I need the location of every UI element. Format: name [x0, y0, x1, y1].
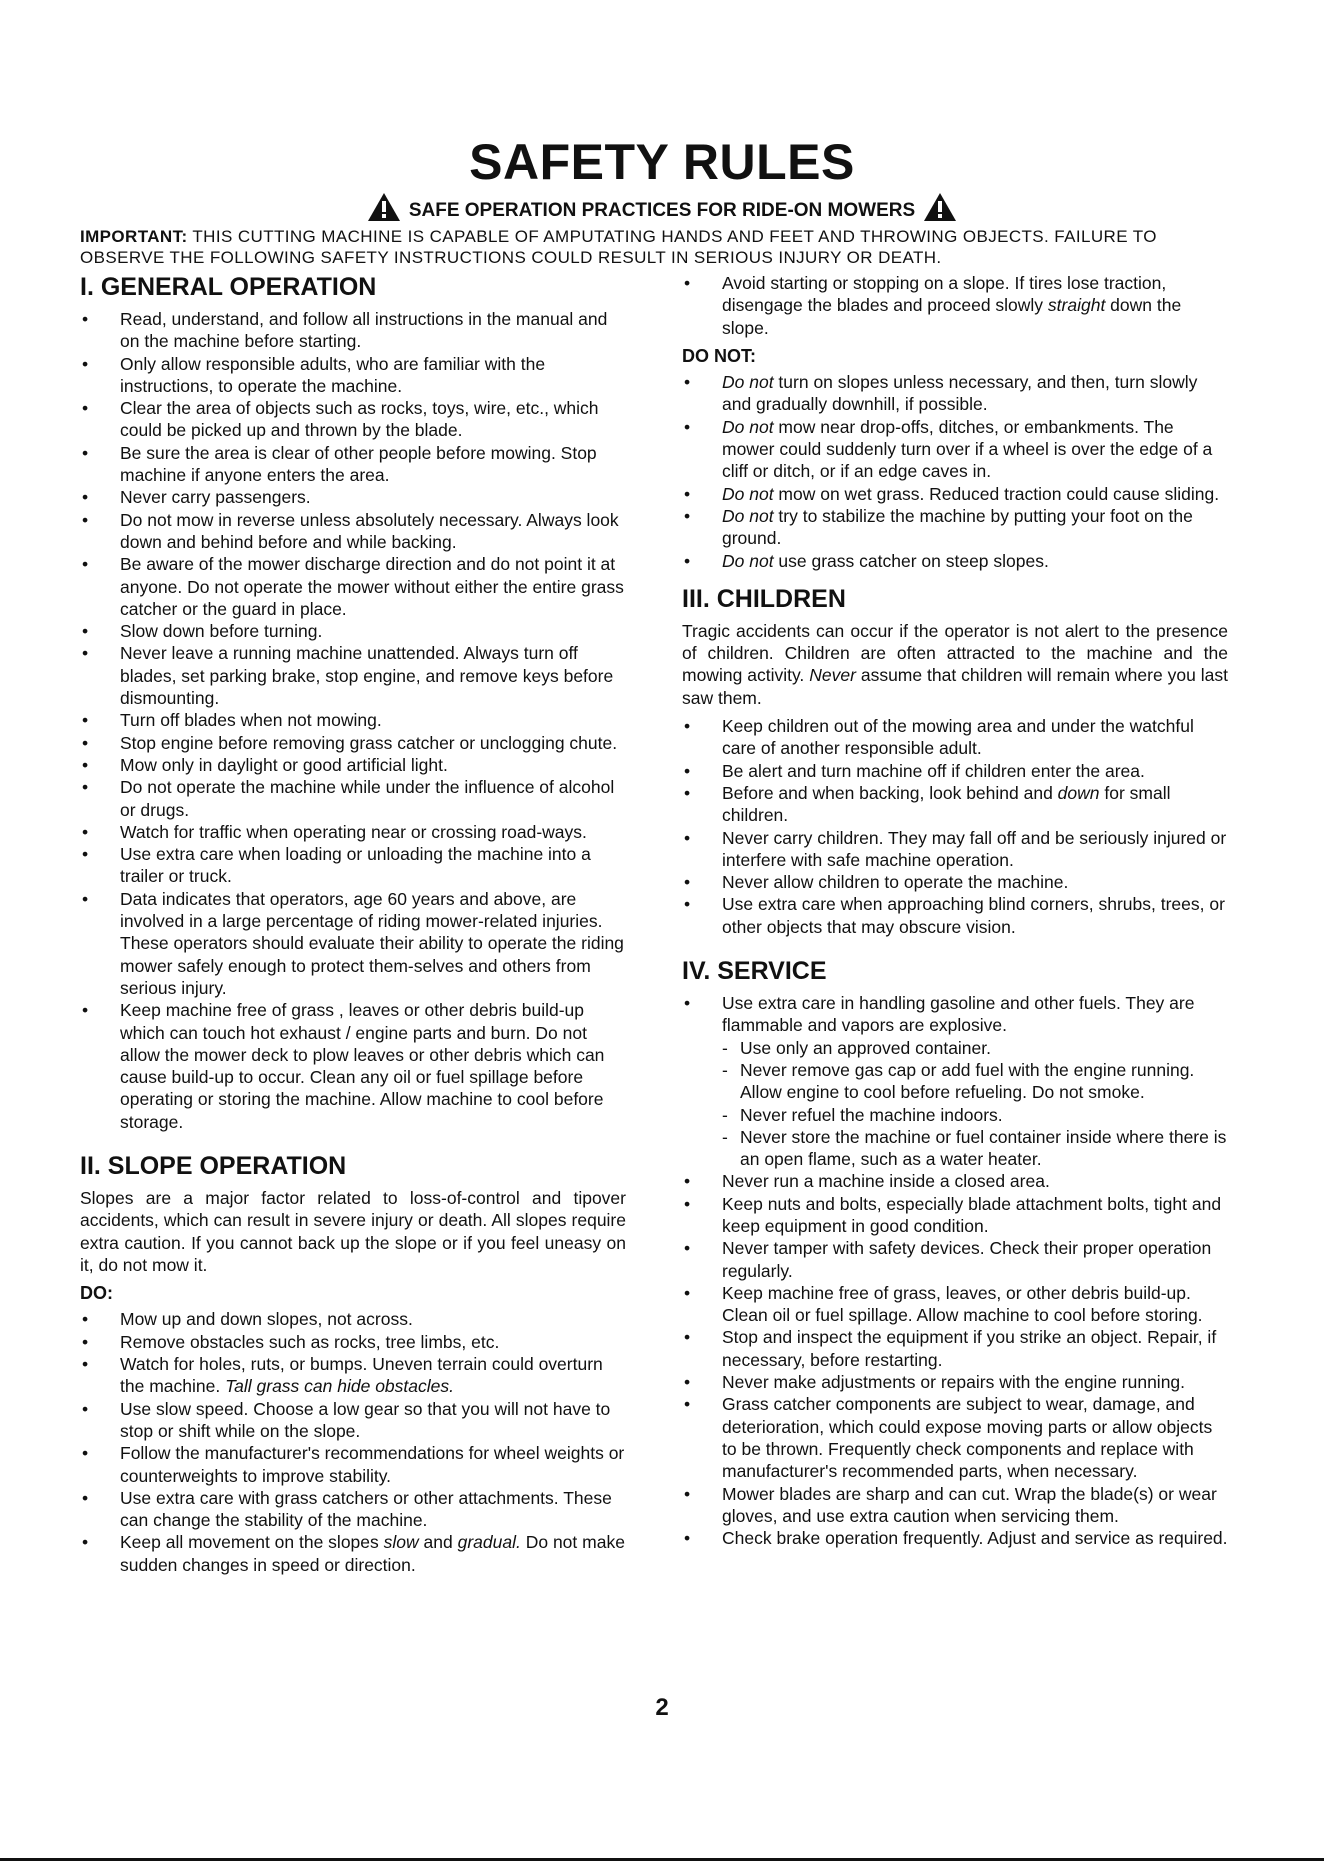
item-text: mow near drop-offs, ditches, or embankments. The mower could suddenly turn over if a wheel is over the edge of a cliff or ditch, or if an edge caves in. [722, 416, 1213, 482]
item-emphasis: Do not [722, 372, 774, 393]
sublist-item: - Never store the machine or fuel container inside where there is an open flame, such as a water heater. [722, 1126, 1228, 1171]
left-column [80, 272, 626, 1576]
list-item: • Be aware of the mower discharge direction and do not point it at anyone. Do not operate the mower without either the entire grass catcher or the guard in place. [80, 553, 626, 620]
important-label: IMPORTANT: [80, 227, 188, 246]
item-text: down the slope. [722, 295, 1182, 338]
list-item: • Mower blades are sharp and can cut. Wrap the blade(s) or wear gloves, and use extra caution when servicing them. [682, 1483, 1228, 1528]
do-not-label: DO NOT: [682, 345, 756, 366]
service-list [682, 992, 1228, 1549]
service-heading: IV. SERVICE [682, 957, 827, 986]
item-text: Avoid starting or stopping on a slope. If tires lose traction, disengage the blades and proceed slowly [722, 273, 1167, 316]
list-item: • Keep machine free of grass , leaves or other debris build-up which can touch hot exhaust / engine parts and burn. Do not allow the mower deck to plow leaves or other debris which can cause build-up to occur. Clean any oil or fuel spillage before operating or storing the machine. Allow machine to cool before storage. [80, 999, 626, 1133]
item-emphasis: slow [383, 1532, 419, 1553]
item-emphasis: Do not [722, 550, 774, 571]
right-column [682, 272, 1228, 1549]
list-item: • Remove obstacles such as rocks, tree limbs, etc. [80, 1331, 626, 1353]
list-item: • Stop and inspect the equipment if you strike an object. Repair, if necessary, before restarting. [682, 1326, 1228, 1371]
item-emphasis: Do not [722, 505, 774, 526]
list-item: • Use extra care when loading or unloading the machine into a trailer or truck. [80, 843, 626, 888]
item-text: and [418, 1532, 458, 1553]
item-text: try to stabilize the machine by putting your foot on the ground. [722, 505, 1193, 549]
list-item: • Follow the manufacturer's recommendations for wheel weights or counterweights to improve stability. [80, 1442, 626, 1487]
warning-triangle-icon [923, 192, 957, 230]
list-item: • Use slow speed. Choose a low gear so that you will not have to stop or shift while on the slope. [80, 1398, 626, 1443]
list-item [682, 371, 1228, 416]
list-item: • Mow only in daylight or good artificial light. [80, 754, 626, 776]
page-number: 2 [655, 1694, 669, 1721]
item-text: Watch for holes, ruts, or bumps. Uneven terrain could overturn the machine. [120, 1354, 603, 1397]
list-item: • Do not operate the machine while under the influence of alcohol or drugs. [80, 776, 626, 821]
item-emphasis: down [1057, 782, 1100, 803]
warning-triangle-icon [367, 192, 401, 230]
do-list [80, 1308, 626, 1576]
list-item: • Never allow children to operate the machine. [682, 871, 1228, 893]
do-not-list [682, 371, 1228, 572]
item-text: turn on slopes unless necessary, and then, turn slowly and gradually downhill, if possible. [722, 372, 1198, 415]
list-item: • Keep machine free of grass, leaves, or other debris build-up. Clean oil or fuel spillage. Allow machine to cool before storing. [682, 1282, 1228, 1327]
list-item: • Data indicates that operators, age 60 years and above, are involved in a large percentage of riding mower-related injuries. These operators should evaluate their ability to operate the riding mower safely enough to protect them-selves and others from serious injury. [80, 888, 626, 999]
list-item: • Read, understand, and follow all instructions in the manual and on the machine before starting. [80, 308, 626, 353]
list-item: • Mow up and down slopes, not across. [80, 1308, 626, 1330]
list-item: • Be alert and turn machine off if children enter the area. [682, 760, 1228, 782]
item-text: Tragic accidents can occur if the operator is not alert to the presence of children. Children are often attracted to the machine and the mowing activity. [682, 620, 1228, 686]
item-text: for small children. [722, 782, 1171, 826]
sublist-item: - Never remove gas cap or add fuel with the engine running. Allow engine to cool before refueling. Do not smoke. [722, 1059, 1228, 1104]
sublist-item: - Use only an approved container. [722, 1037, 1228, 1059]
fuel-sublist [722, 1037, 1228, 1171]
list-item: • Never run a machine inside a closed area. [682, 1170, 1228, 1192]
list-item: • Turn off blades when not mowing. [80, 709, 626, 731]
bottom-rule [0, 1858, 1324, 1861]
list-item [682, 483, 1228, 505]
list-item: • Never leave a running machine unattended. Always turn off blades, set parking brake, stop engine, and remove keys before dismounting. [80, 642, 626, 709]
general-operation-list [80, 308, 626, 1133]
item-emphasis: gradual. [457, 1532, 521, 1553]
children-list [682, 715, 1228, 938]
list-item [682, 782, 1228, 827]
item-emphasis: Do not [722, 416, 774, 437]
list-item: • Slow down before turning. [80, 620, 626, 642]
list-item [682, 992, 1228, 1170]
item-text: Keep all movement on the slopes [120, 1532, 384, 1553]
list-item: • Keep children out of the mowing area and under the watchful care of another responsible adult. [682, 715, 1228, 760]
list-item: • Be sure the area is clear of other people before mowing. Stop machine if anyone enters the area. [80, 442, 626, 487]
item-text: use grass catcher on steep slopes. [773, 550, 1049, 571]
slope-continued-list [682, 272, 1228, 339]
item-text: Before and when backing, look behind and [722, 782, 1058, 803]
list-item: • Never tamper with safety devices. Check their proper operation regularly. [682, 1237, 1228, 1282]
item-text: assume that children will remain where you last saw them. [682, 665, 1228, 708]
list-item: • Clear the area of objects such as rocks, toys, wire, etc., which could be picked up and thrown by the blade. [80, 397, 626, 442]
item-text: mow on wet grass. Reduced traction could cause sliding. [773, 483, 1220, 504]
list-item [682, 416, 1228, 483]
slope-operation-heading: II. SLOPE OPERATION [80, 1151, 347, 1180]
sublist-item: - Never refuel the machine indoors. [722, 1104, 1228, 1126]
list-item: • Stop engine before removing grass catcher or unclogging chute. [80, 732, 626, 754]
list-item: • Use extra care with grass catchers or other attachments. These can change the stability of the machine. [80, 1487, 626, 1532]
item-text: Do not make sudden changes in speed or direction. [120, 1532, 625, 1575]
important-text: THIS CUTTING MACHINE IS CAPABLE OF AMPUTATING HANDS AND FEET AND THROWING OBJECTS. FAILURE TO OBSERVE THE FOLLOWING SAFETY INSTRUCTIONS COULD RESULT IN SERIOUS INJURY OR DEATH. [80, 227, 1157, 267]
slope-intro: Slopes are a major factor related to loss-of-control and tipover accidents, which can result in severe injury or death. All slopes require extra caution. If you cannot back up the slope or if you feel uneasy on it, do not mow it. [80, 1187, 626, 1275]
list-item: • Only allow responsible adults, who are familiar with the instructions, to operate the machine. [80, 353, 626, 398]
page-subtitle [0, 192, 1324, 230]
item-emphasis: Tall grass can hide obstacles. [225, 1376, 454, 1397]
list-item: • Use extra care when approaching blind corners, shrubs, trees, or other objects that may obscure vision. [682, 893, 1228, 938]
subtitle-text: SAFE OPERATION PRACTICES FOR RIDE-ON MOWERS [408, 200, 916, 221]
item-emphasis: Never [809, 665, 856, 686]
list-item [682, 505, 1228, 550]
item-text: Use extra care in handling gasoline and other fuels. They are flammable and vapors are explosive. [722, 993, 1195, 1036]
list-item [682, 550, 1228, 572]
list-item: • Never carry passengers. [80, 486, 626, 508]
list-item [80, 1531, 626, 1576]
list-item [80, 1353, 626, 1398]
list-item: • Grass catcher components are subject to wear, damage, and deterioration, which could expose moving parts or allow objects to be thrown. Frequently check components and replace with manufacturer's recommended parts, when necessary. [682, 1393, 1228, 1482]
list-item: • Check brake operation frequently. Adjust and service as required. [682, 1527, 1228, 1549]
important-notice [80, 226, 1244, 268]
do-label: DO: [80, 1283, 113, 1304]
item-emphasis: straight [1047, 295, 1106, 316]
children-heading: III. CHILDREN [682, 584, 846, 613]
list-item [682, 272, 1228, 339]
children-intro [682, 620, 1228, 709]
list-item: • Do not mow in reverse unless absolutely necessary. Always look down and behind before and while backing. [80, 509, 626, 554]
item-emphasis: Do not [722, 483, 774, 504]
list-item: • Never carry children. They may fall off and be seriously injured or interfere with safe machine operation. [682, 827, 1228, 872]
list-item: • Never make adjustments or repairs with the engine running. [682, 1371, 1228, 1393]
general-operation-heading: I. GENERAL OPERATION [80, 273, 377, 301]
page-title: SAFETY RULES [469, 134, 855, 190]
list-item: • Keep nuts and bolts, especially blade attachment bolts, tight and keep equipment in good condition. [682, 1193, 1228, 1238]
list-item: • Watch for traffic when operating near or crossing road-ways. [80, 821, 626, 843]
